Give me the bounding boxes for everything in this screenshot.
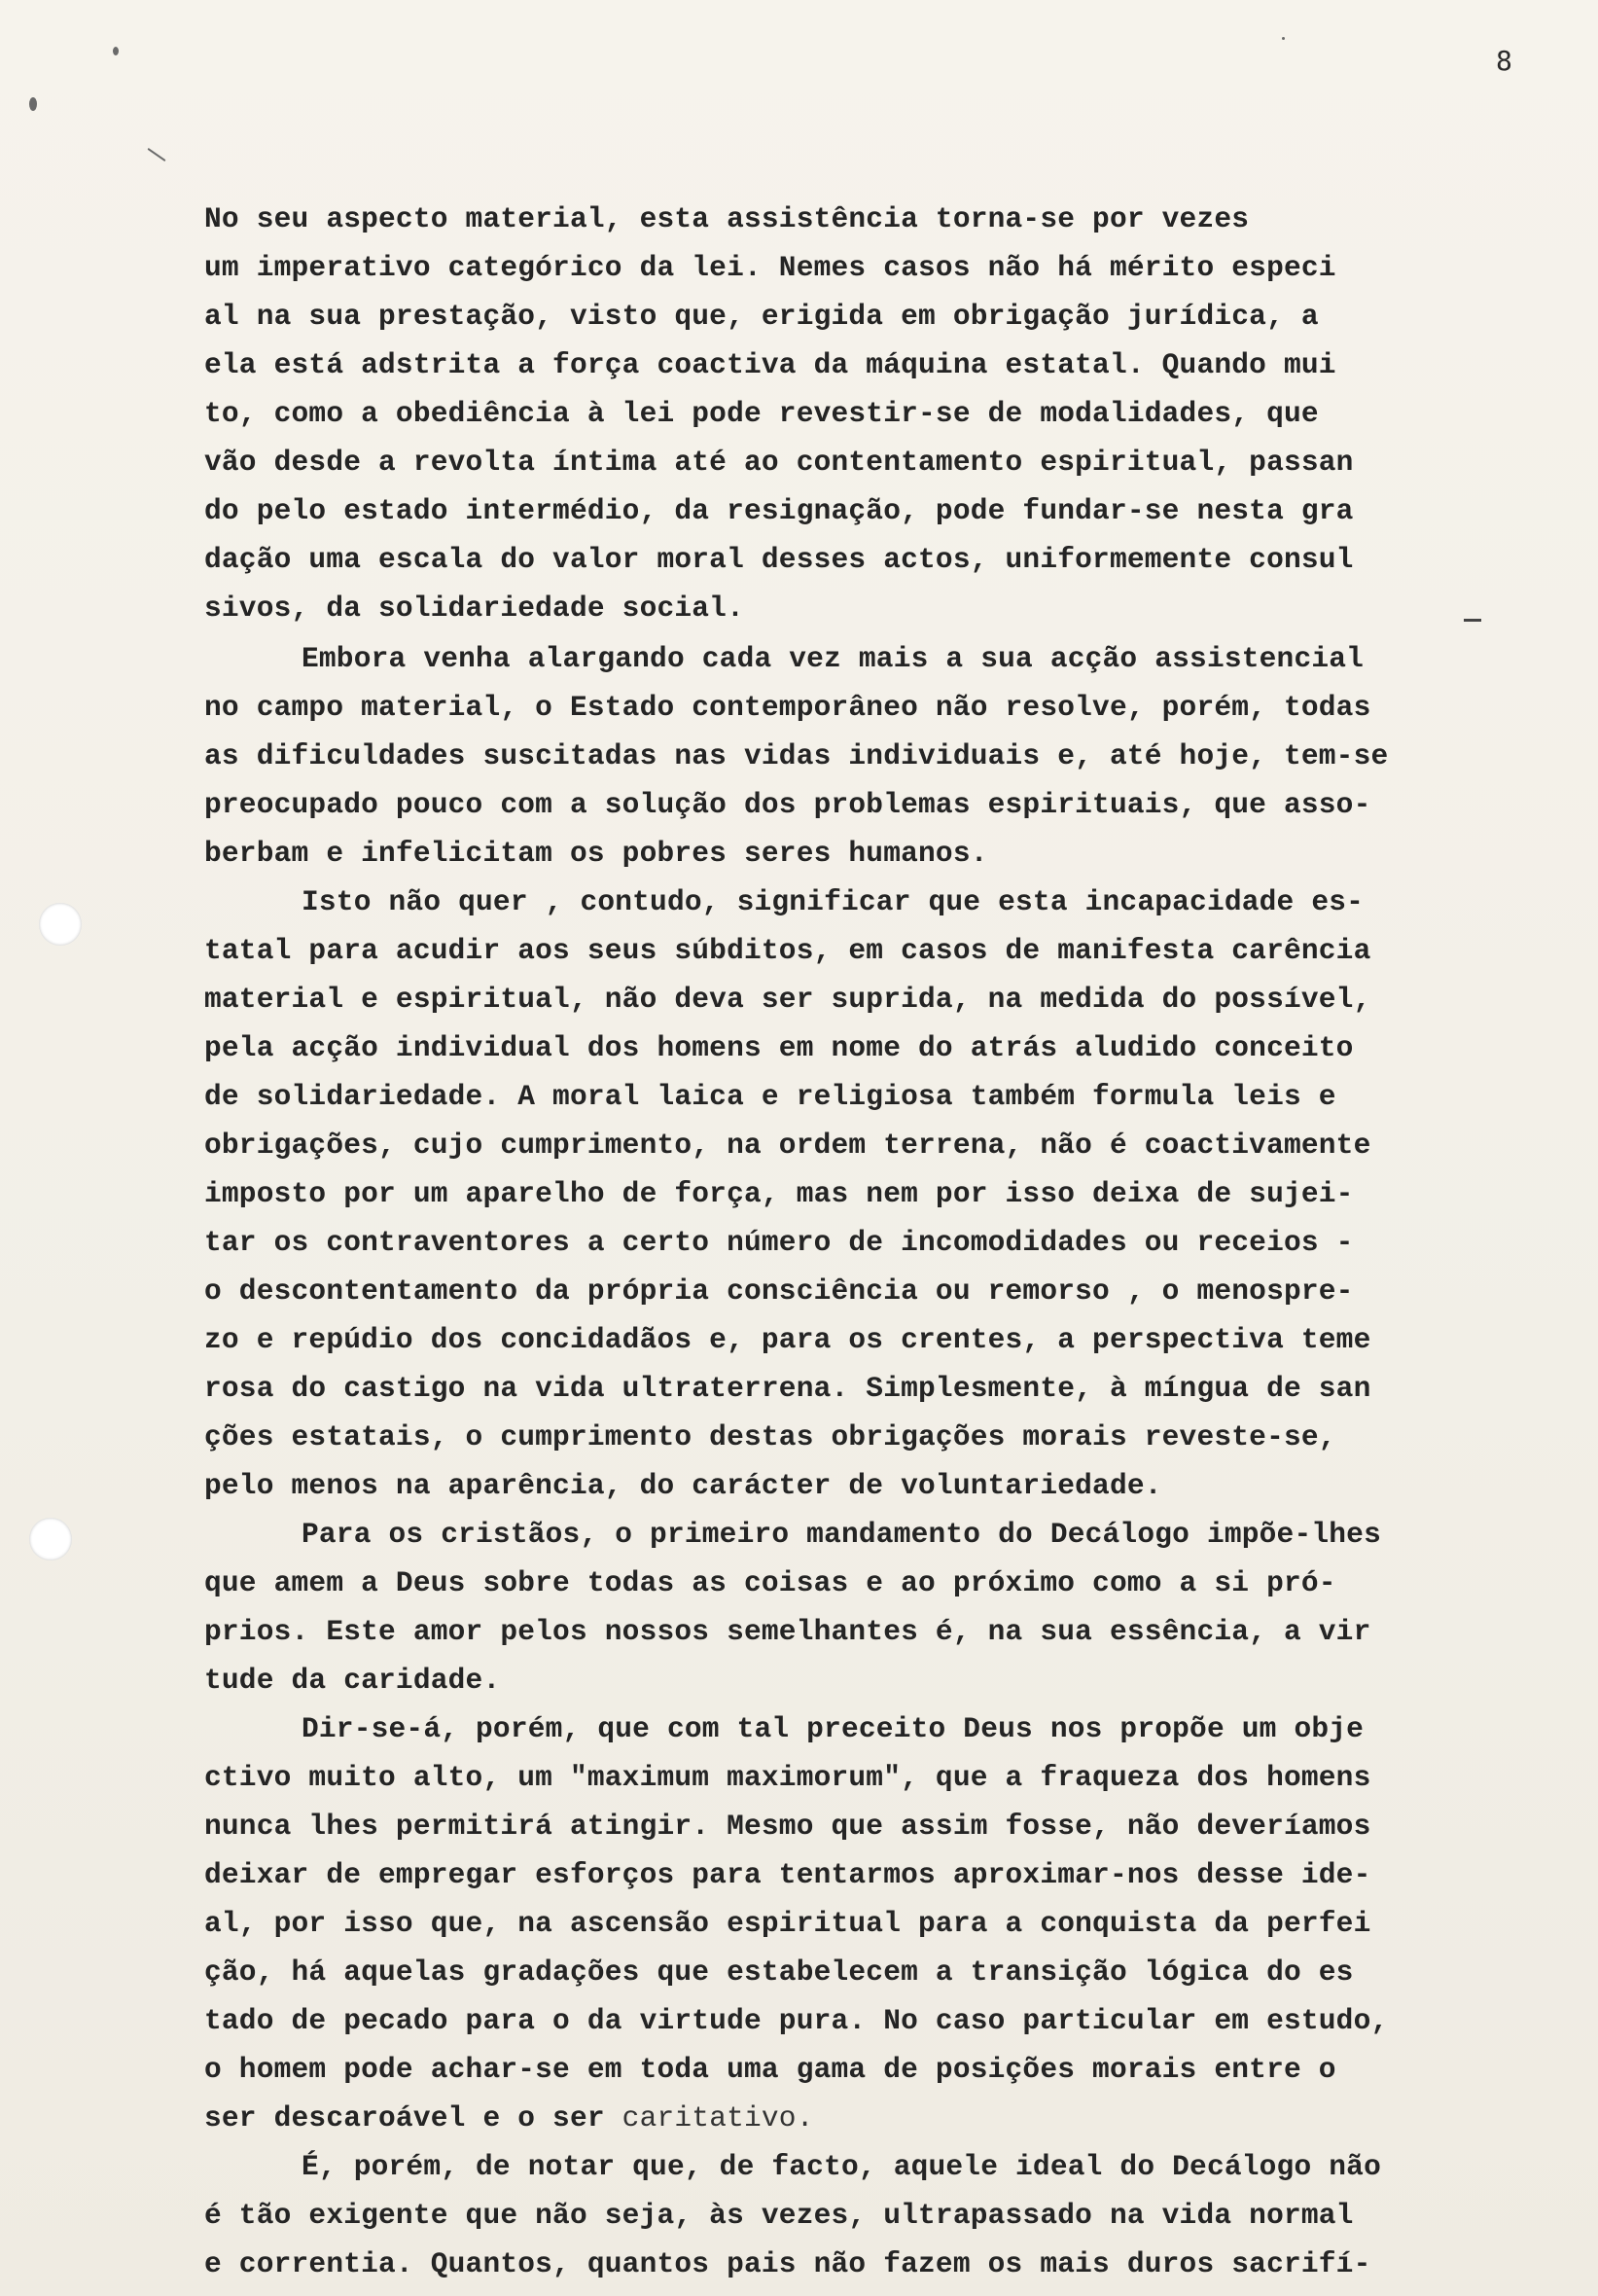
text-line-content: Isto não quer , contudo, significar que esta incapacidade es- (302, 885, 1365, 918)
text-line-content: imposto por um aparelho de força, mas nem por isso deixa de sujei- (204, 1177, 1354, 1210)
text-line (204, 1656, 1527, 1704)
text-line-content: É, porém, de notar que, de facto, aquele ideal do Decálogo não (302, 2150, 1381, 2183)
text-line-content: ela está adstrita a força coactiva da máquina estatal. Quando mui (204, 348, 1336, 381)
ink-speck (29, 97, 37, 111)
text-line-content: de solidariedade. A moral laica e religiosa também formula leis e (204, 1080, 1336, 1113)
text-line-content: al na sua prestação, visto que, erigida em obrigação jurídica, a (204, 300, 1319, 333)
text-line-content: al, por isso que, na ascensão espiritual para a conquista da perfei (204, 1907, 1371, 1940)
text-line (204, 1607, 1527, 1656)
text-line-content: tar os contraventores a certo número de incomodidades ou receios - (204, 1226, 1354, 1259)
text-line (204, 683, 1527, 732)
text-line (204, 535, 1527, 584)
text-line (204, 1169, 1527, 1218)
text-line (204, 1559, 1527, 1607)
text-line-content: as dificuldades suscitadas nas vidas individuais e, até hoje, tem-se (204, 739, 1389, 772)
text-line-content: material e espiritual, não deva ser suprida, na medida do possível, (204, 983, 1371, 1016)
text-line-content: pelo menos na aparência, do carácter de voluntariedade. (204, 1469, 1162, 1502)
text-line (204, 732, 1527, 780)
text-line (204, 2094, 1527, 2142)
text-line-content: do pelo estado intermédio, da resignação, pode fundar-se nesta gra (204, 494, 1354, 527)
text-line (204, 243, 1527, 292)
text-line (204, 1948, 1527, 1996)
text-line (204, 292, 1527, 341)
text-line (204, 2045, 1527, 2094)
text-line-content: é tão exigente que não seja, às vezes, ultrapassado na vida normal (204, 2199, 1354, 2232)
text-line (302, 634, 1527, 683)
text-line-content: Embora venha alargando cada vez mais a sua acção assistencial (302, 642, 1365, 675)
text-line-content: ções estatais, o cumprimento destas obrigações morais reveste-se, (204, 1420, 1336, 1453)
text-line-content: Dir-se-á, porém, que com tal preceito Deus nos propõe um obje (302, 1712, 1365, 1745)
text-line (204, 2191, 1527, 2240)
text-line-content: berbam e infelicitam os pobres seres humanos. (204, 837, 988, 870)
text-line-content: deixar de empregar esforços para tentarmos aproximar-nos desse ide- (204, 1858, 1371, 1891)
text-line (204, 1121, 1527, 1169)
text-line-content: pela acção individual dos homens em nome do atrás aludido conceito (204, 1031, 1354, 1064)
text-line (204, 1315, 1527, 1364)
text-line (302, 1704, 1527, 1753)
text-line-content: nunca lhes permitirá atingir. Mesmo que assim fosse, não deveríamos (204, 1810, 1371, 1843)
text-line-content: ctivo muito alto, um "maximum maximorum", que a fraqueza dos homens (204, 1761, 1371, 1794)
text-line-content: o homem pode achar-se em toda uma gama de posições morais entre o (204, 2053, 1336, 2086)
text-line (204, 1072, 1527, 1121)
text-line (204, 1850, 1527, 1899)
text-line-content: tatal para acudir aos seus súbditos, em casos de manifesta carência (204, 934, 1371, 967)
text-line (204, 1461, 1527, 1510)
text-line-content: to, como a obediência à lei pode revestir-se de modalidades, que (204, 397, 1319, 430)
text-line-content: um imperativo categórico da lei. Nemes casos não há mérito especi (204, 251, 1336, 284)
text-line (204, 1899, 1527, 1948)
punch-hole (39, 903, 82, 946)
text-line-content: Para os cristãos, o primeiro mandamento do Decálogo impõe-lhes (302, 1518, 1381, 1551)
ink-speck (1282, 37, 1285, 40)
text-line-content: tude da caridade. (204, 1664, 501, 1697)
text-line-content: tado de pecado para o da virtude pura. No caso particular em estudo, (204, 2004, 1389, 2037)
text-line-content: o descontentamento da própria consciência ou remorso , o menospre- (204, 1274, 1354, 1308)
text-line (204, 1753, 1527, 1802)
ink-speck (147, 148, 165, 161)
text-line (204, 1267, 1527, 1315)
text-line (204, 195, 1527, 243)
text-line (204, 1802, 1527, 1850)
text-line-content: No seu aspecto material, esta assistência torna-se por vezes (204, 202, 1250, 235)
text-line-tail: caritativo. (604, 2101, 814, 2135)
text-line-content: ção, há aquelas gradações que estabelecem a transição lógica do es (204, 1955, 1354, 1989)
text-line (204, 926, 1527, 975)
text-line-content: obrigações, cujo cumprimento, na ordem terrena, não é coactivamente (204, 1129, 1371, 1162)
text-line (204, 975, 1527, 1023)
text-line (204, 780, 1527, 829)
text-line (204, 486, 1527, 535)
text-line (204, 584, 1527, 632)
ink-speck (113, 47, 119, 55)
text-line (302, 1510, 1527, 1559)
page-number: 8 (1496, 45, 1512, 77)
text-line-content: no campo material, o Estado contemporâneo não resolve, porém, todas (204, 691, 1371, 724)
text-line-content: dação uma escala do valor moral desses actos, uniformemente consul (204, 543, 1354, 576)
text-line (204, 438, 1527, 486)
text-line (204, 1364, 1527, 1413)
text-line (204, 829, 1527, 878)
text-line-content: ser descaroável e o ser (204, 2101, 605, 2135)
text-line-content: preocupado pouco com a solução dos problemas espirituais, que asso- (204, 788, 1371, 821)
text-line (204, 1413, 1527, 1461)
text-line-content: rosa do castigo na vida ultraterrena. Simplesmente, à míngua de san (204, 1372, 1371, 1405)
punch-hole (29, 1518, 72, 1561)
text-line (204, 341, 1527, 389)
text-line-content: vão desde a revolta íntima até ao contentamento espiritual, passan (204, 446, 1354, 479)
text-line (204, 2240, 1527, 2288)
text-line-content: sivos, da solidariedade social. (204, 592, 744, 625)
text-line (204, 1023, 1527, 1072)
text-line-content: zo e repúdio dos concidadãos e, para os crentes, a perspectiva teme (204, 1323, 1371, 1356)
text-line-content: que amem a Deus sobre todas as coisas e ao próximo como a si pró- (204, 1566, 1336, 1599)
text-line (204, 1218, 1527, 1267)
text-line-content: e correntia. Quantos, quantos pais não fazem os mais duros sacrifí- (204, 2247, 1371, 2280)
text-line (204, 389, 1527, 438)
text-line (204, 1996, 1527, 2045)
text-line (302, 2142, 1527, 2191)
text-line (302, 878, 1527, 926)
text-line-content: prios. Este amor pelos nossos semelhantes é, na sua essência, a vir (204, 1615, 1371, 1648)
